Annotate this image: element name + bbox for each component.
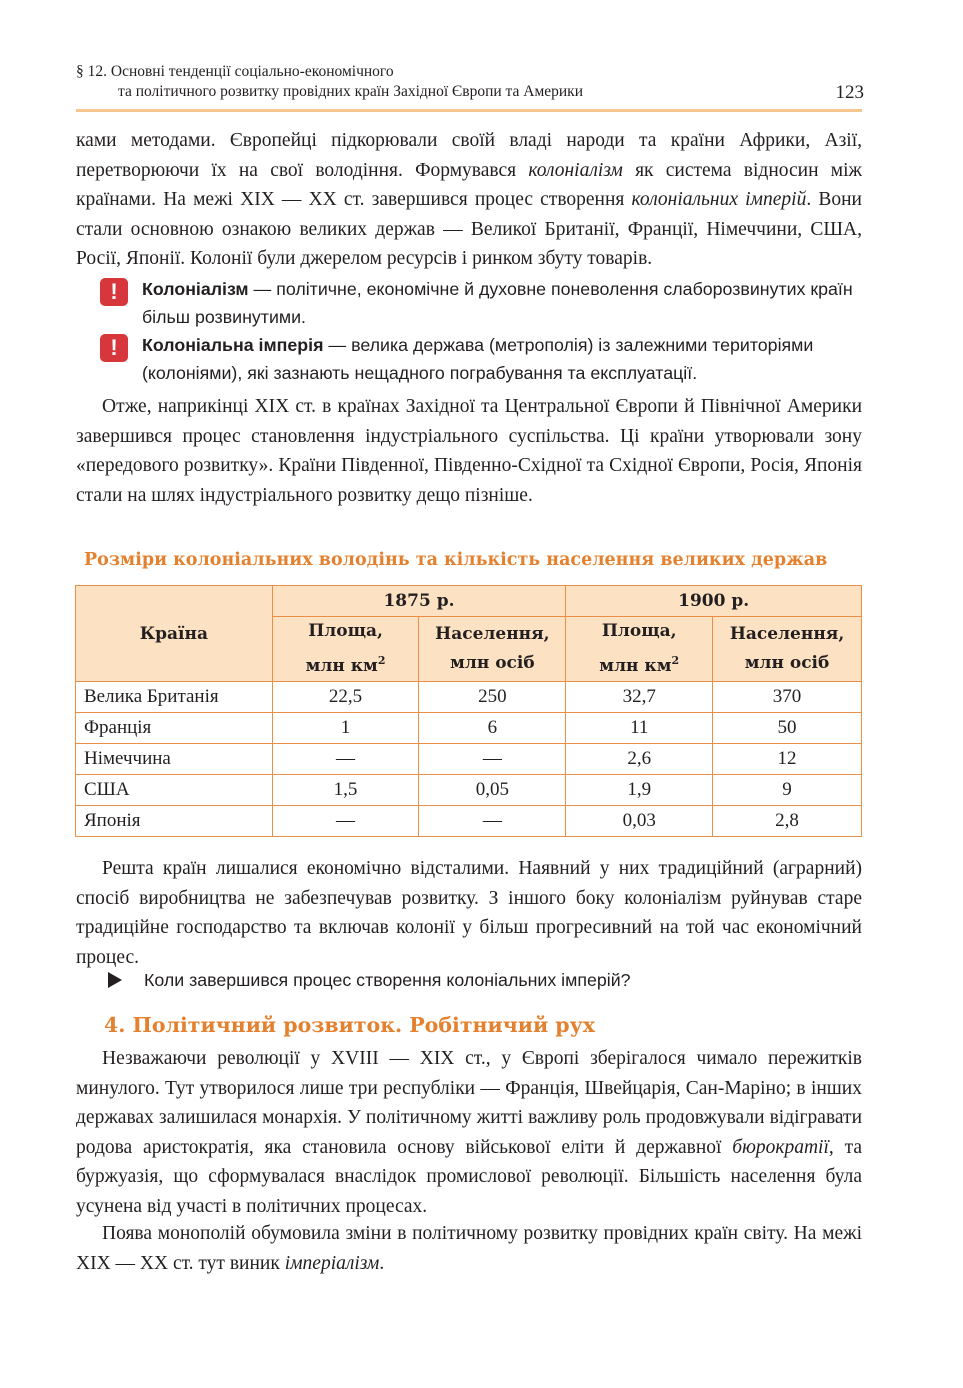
column-header-1875: 1875 р. xyxy=(272,586,566,617)
cell-population-1900: 2,8 xyxy=(713,806,862,837)
para5-term-1: імперіалізм xyxy=(284,1252,380,1274)
table-row xyxy=(76,744,862,775)
para1-text-3: . Вони стали основною ознакою великих держав — Великої Британії, Франції, Німеччини, США, Росії, Японії. Колонії були джерелом ресурсів і ринком збуту товарів. xyxy=(76,189,862,269)
cell-area-1875: 1 xyxy=(272,713,419,744)
para5-text-2: . xyxy=(379,1252,385,1274)
cell-area-1875: — xyxy=(272,806,419,837)
cell-population-1875: 6 xyxy=(419,713,566,744)
para5-text-1: Поява монополій обумовила зміни в політичному розвитку провідних країн світу. На межі XIX — XX ст. тут виник xyxy=(76,1223,862,1274)
definition-term: Колоніалізм xyxy=(142,279,249,299)
table-row xyxy=(76,682,862,713)
paragraph-industrial-society: Отже, наприкінці XIX ст. в країнах Західної та Центральної Європи й Північної Америки завершився процес становлення індустріального суспільства. Ці країни утворювали зону «передового розвитку». Країни Південної, Південно-Східної та Східної Європи, Росія, Японія стали на шлях індустріального розвитку дещо пізніше. xyxy=(76,396,862,506)
cell-population-1875: 250 xyxy=(419,682,566,713)
definition-term: Колоніальна імперія xyxy=(142,335,324,355)
column-header-population-1900: Населення, млн осіб xyxy=(713,617,862,682)
para4-text-1: Незважаючи революції у XVIII — XIX ст., у Європі зберігалося чимало пережитків минулого. Тут утворилося лише три республіки — Франція, Швейцарія, Сан-Маріно; в інших державах залишилася монархія. У політичному житті важливу роль продовжували відігравати родова аристократія, яка становила основу військової еліти й державної xyxy=(76,1048,862,1158)
table-row xyxy=(76,806,862,837)
cell-country: Японія xyxy=(76,806,273,837)
definition-text: — політичне, економічне й духовне поневолення слаборозвинутих країн більш розвинутими. xyxy=(142,279,853,327)
paragraph-colonialism xyxy=(76,126,862,274)
review-question xyxy=(108,970,631,991)
cell-country: Велика Британія xyxy=(76,682,273,713)
triangle-bullet-icon xyxy=(108,972,122,988)
table-row xyxy=(76,713,862,744)
header-title xyxy=(76,62,866,102)
column-header-area-1875: Площа, млн $км^2$ xyxy=(272,617,419,682)
table-title: Розміри колоніальних володінь та кількість населення великих держав xyxy=(84,550,828,570)
exclamation-icon: ! xyxy=(100,278,128,306)
column-header-country: Країна xyxy=(76,586,273,682)
cell-area-1875: — xyxy=(272,744,419,775)
paragraph-backward-countries: Решта країн лишалися економічно відсталими. Наявний у них традиційний (аграрний) спосіб виробництва не забезпечував розвитку. З іншого боку колоніалізм руйнував старе традиційне господарство та включав колонії у більш прогресивний на той час економічний процес. xyxy=(76,858,862,968)
cell-area-1900: 11 xyxy=(566,713,713,744)
cell-population-1900: 50 xyxy=(713,713,862,744)
question-text: Коли завершився процес створення колоніальних імперій? xyxy=(144,970,631,990)
paragraph-imperialism xyxy=(76,1219,862,1278)
definition-colonial-empire xyxy=(100,331,870,387)
cell-population-1900: 12 xyxy=(713,744,862,775)
page-number: 123 xyxy=(835,82,864,103)
colonial-possessions-table xyxy=(75,585,862,837)
table-row xyxy=(76,775,862,806)
cell-population-1875: — xyxy=(419,806,566,837)
cell-area-1875: 1,5 xyxy=(272,775,419,806)
cell-country: США xyxy=(76,775,273,806)
para1-text-2: як система відносин між країнами. На межі XIX — XX ст. завершився процес створення xyxy=(76,159,862,210)
cell-area-1900: 2,6 xyxy=(566,744,713,775)
cell-area-1900: 0,03 xyxy=(566,806,713,837)
header-line-1: § 12. Основні тенденції соціально-економічного xyxy=(76,63,394,80)
cell-country: Франція xyxy=(76,713,273,744)
para4-term-1: бюрократії xyxy=(732,1136,829,1158)
para4-text-2: , та буржуазія, що сформувалася внаслідок промислової революції. Більшість населення була усунена від участі в політичних процесах. xyxy=(76,1136,862,1217)
para1-text-1: ками методами. Європейці підкорювали своїй владі народи та країни Африки, Азії, перетворюючи їх на свої володіння. Формувався xyxy=(76,130,862,181)
cell-population-1900: 9 xyxy=(713,775,862,806)
cell-area-1900: 32,7 xyxy=(566,682,713,713)
cell-population-1900: 370 xyxy=(713,682,862,713)
header-divider xyxy=(76,109,862,112)
column-header-1900: 1900 р. xyxy=(566,586,862,617)
definition-text: — велика держава (метрополія) із залежними територіями (колоніями), які зазнають нещадного пограбування та експлуатації. xyxy=(142,335,814,383)
cell-population-1875: 0,05 xyxy=(419,775,566,806)
column-header-area-1900: Площа, млн $км^2$ xyxy=(566,617,713,682)
cell-area-1875: 22,5 xyxy=(272,682,419,713)
paragraph-political-development xyxy=(76,1044,862,1221)
exclamation-icon: ! xyxy=(100,334,128,362)
cell-population-1875: — xyxy=(419,744,566,775)
section-heading: 4. Політичний розвиток. Робітничий рух xyxy=(104,1013,595,1037)
column-header-population-1875: Населення, млн осіб xyxy=(419,617,566,682)
definition-colonialism xyxy=(100,275,870,331)
header-line-2: та політичного розвитку провідних країн Західної Європи та Америки xyxy=(118,83,584,100)
para1-term-2: колоніальних імперій xyxy=(631,189,807,210)
cell-country: Німеччина xyxy=(76,744,273,775)
cell-area-1900: 1,9 xyxy=(566,775,713,806)
running-header xyxy=(76,62,866,110)
para1-term-1: колоніалізм xyxy=(528,159,623,181)
